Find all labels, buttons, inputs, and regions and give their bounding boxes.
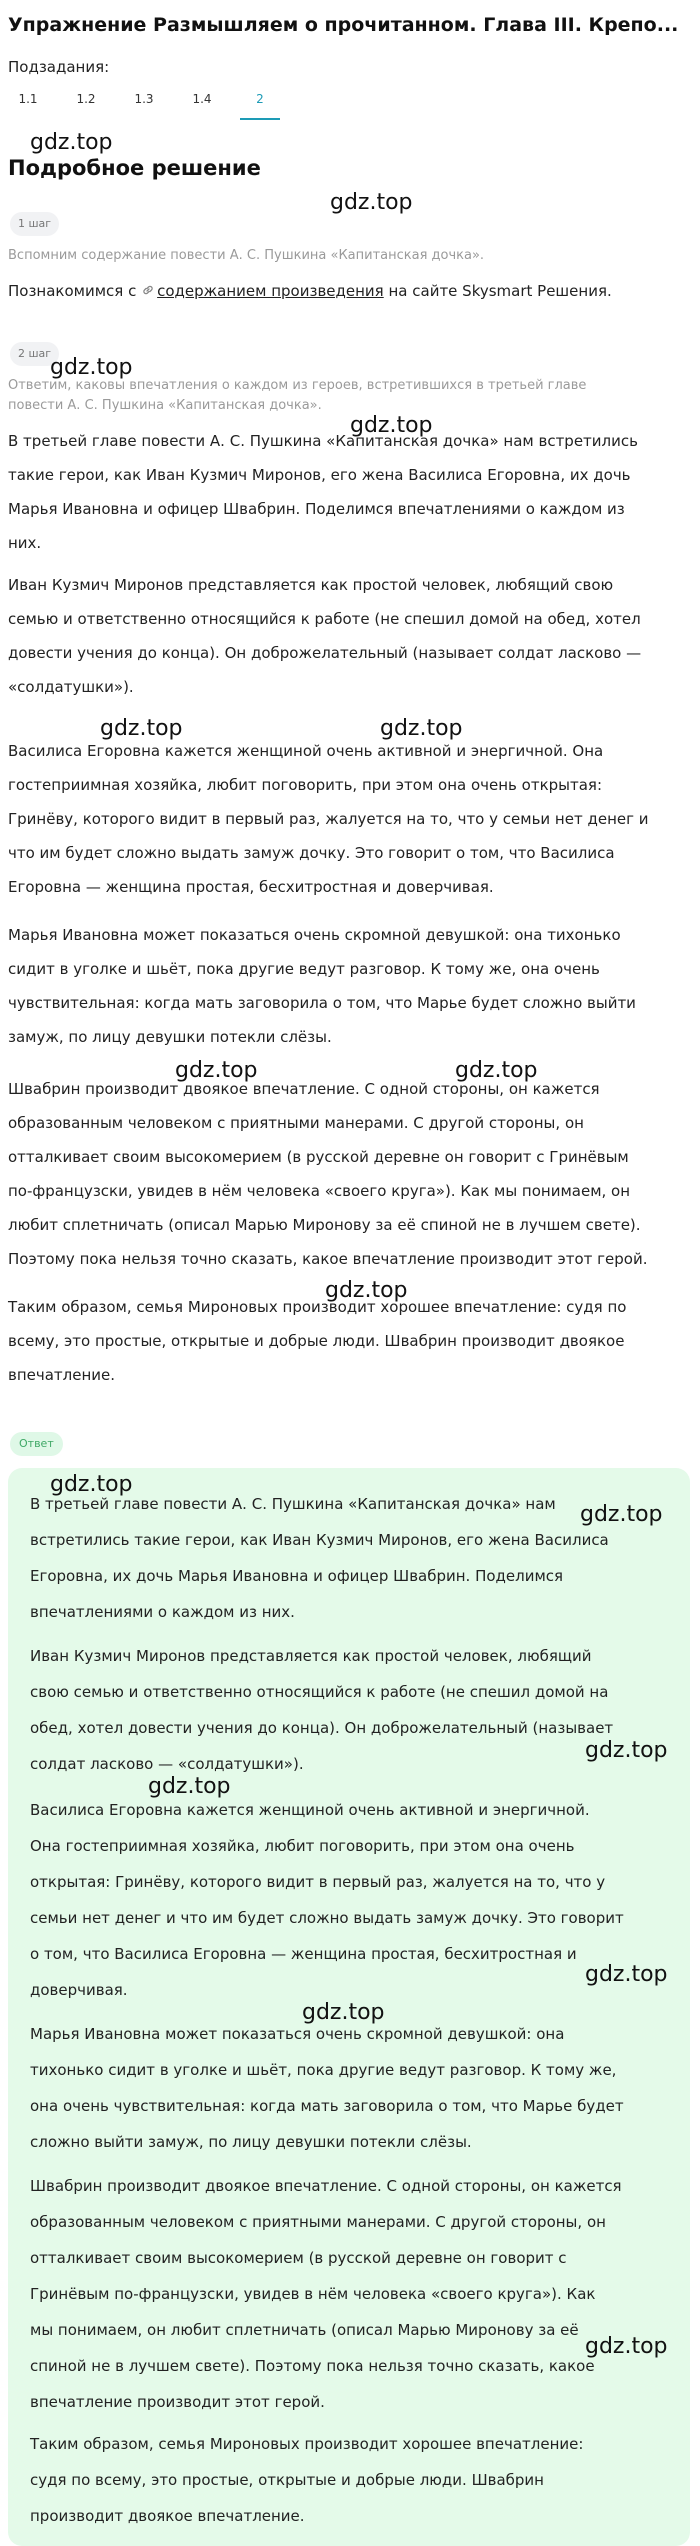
line: Иван Кузмич Миронов представляется как простой человек, любящий свою [8, 576, 614, 594]
line: солдат ласково — «солдатушки»). [30, 1755, 304, 1773]
step-2-paragraph-6 [8, 1290, 688, 1392]
watermark: gdz.top [100, 716, 183, 741]
line: замуж, по лицу девушки потекли слёзы. [8, 1028, 332, 1046]
line: Василиса Егоровна кажется женщиной очень активной и энергичной. [30, 1801, 590, 1819]
watermark: gdz.top [30, 130, 113, 155]
step-2-description-line-2: повести А. С. Пушкина «Капитанская дочка». [8, 398, 322, 413]
answer-paragraph-1 [30, 1486, 670, 1630]
line: семью и ответственно относящийся к работе (не спешил домой на обед, хотел [8, 610, 641, 628]
line: Марья Ивановна может показаться очень скромной девушкой: она [30, 2025, 565, 2043]
line: мы понимаем, он любит сплетничать (описал Марью Миронову за её [30, 2321, 579, 2339]
line: отталкивает своим высокомерием (в русской деревне он говорит с [30, 2249, 567, 2267]
line: довести учения до конца). Он доброжелательный (называет солдат ласково — [8, 644, 642, 662]
line: В третьей главе повести А. С. Пушкина «Капитанская дочка» нам [30, 1495, 556, 1513]
line: образованным человеком с приятными манерами. С другой стороны, он [30, 2213, 606, 2231]
answer-paragraph-4 [30, 2016, 670, 2160]
step-1-badge: 1 шаг [10, 212, 59, 236]
line: сложно выйти замуж, по лицу девушки потекли слёзы. [30, 2133, 472, 2151]
line: Швабрин производит двоякое впечатление. С одной стороны, он кажется [8, 1080, 600, 1098]
line: доверчивая. [30, 1981, 128, 1999]
answer-paragraph-2 [30, 1638, 670, 1782]
line: образованным человеком с приятными манерами. С другой стороны, он [8, 1114, 584, 1132]
line: производит двоякое впечатление. [30, 2507, 305, 2525]
watermark: gdz.top [350, 413, 433, 438]
line: Василиса Егоровна кажется женщиной очень активной и энергичной. Она [8, 742, 604, 760]
line: впечатлениями о каждом из них. [30, 1603, 295, 1621]
link-icon [141, 279, 155, 293]
step-1-text-before: Познакомимся с [8, 282, 142, 300]
tab-1-1[interactable]: 1.1 [18, 92, 38, 106]
watermark: gdz.top [325, 1278, 408, 1303]
step-2-paragraph-4 [8, 918, 688, 1054]
step-1-text-after: на сайте Skysmart Решения. [383, 282, 612, 300]
line: что им будет сложно выдать замуж дочку. Это говорит о том, что Василиса [8, 844, 615, 862]
line: спиной не в лучшем свете). Поэтому пока нельзя точно сказать, какое [30, 2357, 595, 2375]
page-title: Упражнение Размышляем о прочитанном. Глава III. Крепо... [8, 14, 679, 36]
line: обед, хотел довести учения до конца). Он доброжелательный (называет [30, 1719, 614, 1737]
line: встретились такие герои, как Иван Кузмич Миронов, его жена Василиса [30, 1531, 609, 1549]
line: Иван Кузмич Миронов представляется как простой человек, любящий [30, 1647, 592, 1665]
tab-2[interactable]: 2 [240, 84, 280, 120]
line: чувствительная: когда мать заговорила о том, что Марье будет сложно выйти [8, 994, 636, 1012]
line: она очень чувствительная: когда мать заговорила о том, что Марье будет [30, 2097, 624, 2115]
answer-paragraph-3 [30, 1792, 670, 2008]
line: Она гостеприимная хозяйка, любит поговорить, при этом она очень [30, 1837, 575, 1855]
line: всему, это простые, открытые и добрые люди. Швабрин производит двоякое [8, 1332, 625, 1350]
line: сидит в уголке и шьёт, пока другие ведут разговор. К тому же, она очень [8, 960, 600, 978]
line: Егоровна, их дочь Марья Ивановна и офицер Швабрин. Поделимся [30, 1567, 564, 1585]
line: впечатление производит этот герой. [30, 2393, 325, 2411]
step-2-paragraph-5 [8, 1072, 688, 1276]
line: Таким образом, семья Мироновых производит хорошее впечатление: [30, 2435, 584, 2453]
line: Марья Ивановна может показаться очень скромной девушкой: она тихонько [8, 926, 621, 944]
watermark: gdz.top [175, 1058, 258, 1083]
watermark: gdz.top [50, 355, 133, 380]
line: впечатление. [8, 1366, 116, 1384]
tab-1-2[interactable]: 1.2 [76, 92, 96, 106]
line: Швабрин производит двоякое впечатление. С одной стороны, он кажется [30, 2177, 622, 2195]
watermark: gdz.top [585, 2334, 668, 2359]
step-2-description-line-1: Ответим, каковы впечатления о каждом из героев, встретившихся в третьей главе [8, 378, 587, 393]
watermark: gdz.top [455, 1058, 538, 1083]
line: них. [8, 534, 42, 552]
answer-paragraph-5 [30, 2168, 670, 2420]
line: семьи нет денег и что им будет сложно выдать замуж дочку. Это говорит [30, 1909, 624, 1927]
line: любит сплетничать (описал Марью Миронову за её спиной не в лучшем свете). [8, 1216, 641, 1234]
watermark: gdz.top [330, 190, 413, 215]
line: Марья Ивановна и офицер Швабрин. Поделимся впечатлениями о каждом из [8, 500, 625, 518]
step-1-text [8, 278, 688, 304]
solution-heading: Подробное решение [8, 156, 261, 180]
line: Гринёву, которого видит в первый раз, жалуется на то, что у семьи нет денег и [8, 810, 649, 828]
line: Поэтому пока нельзя точно сказать, какое впечатление производит этот герой. [8, 1250, 648, 1268]
line: Егоровна — женщина простая, бесхитростная и доверчивая. [8, 878, 494, 896]
answer-paragraph-6 [30, 2426, 670, 2534]
subtasks-label: Подзадания: [8, 58, 110, 76]
line: судя по всему, это простые, открытые и добрые люди. Швабрин [30, 2471, 544, 2489]
line: такие герои, как Иван Кузмич Миронов, его жена Василиса Егоровна, их дочь [8, 466, 631, 484]
content-link[interactable]: содержанием произведения [157, 282, 384, 300]
watermark: gdz.top [50, 1472, 133, 1497]
step-2-badge: 2 шаг [10, 342, 59, 366]
line: гостеприимная хозяйка, любит поговорить, при этом она очень открытая: [8, 776, 603, 794]
step-2-paragraph-3 [8, 734, 688, 904]
watermark: gdz.top [580, 1502, 663, 1527]
line: о том, что Василиса Егоровна — женщина простая, бесхитростная и [30, 1945, 577, 1963]
line: «солдатушки»). [8, 678, 134, 696]
line: открытая: Гринёву, которого видит в первый раз, жалуется на то, что у [30, 1873, 606, 1891]
line: Гринёвым по-французски, увидев в нём человека «своего круга»). Как [30, 2285, 596, 2303]
line: В третьей главе повести А. С. Пушкина «Капитанская дочка» нам встретились [8, 432, 638, 450]
tab-1-3[interactable]: 1.3 [134, 92, 154, 106]
tab-1-4[interactable]: 1.4 [192, 92, 212, 106]
watermark: gdz.top [585, 1738, 668, 1763]
watermark: gdz.top [380, 716, 463, 741]
watermark: gdz.top [585, 1962, 668, 1987]
line: по-французски, увидев в нём человека «своего круга»). Как мы понимаем, он [8, 1182, 631, 1200]
step-2-paragraph-1 [8, 424, 688, 560]
line: отталкивает своим высокомерием (в русской деревне он говорит с Гринёвым [8, 1148, 629, 1166]
subtask-tabs [8, 84, 288, 122]
line: тихонько сидит в уголке и шьёт, пока другие ведут разговор. К тому же, [30, 2061, 617, 2079]
answer-badge: Ответ [10, 1432, 63, 1456]
watermark: gdz.top [148, 1774, 231, 1799]
line: Таким образом, семья Мироновых производит хорошее впечатление: судя по [8, 1298, 627, 1316]
step-1-description: Вспомним содержание повести А. С. Пушкина «Капитанская дочка». [8, 248, 485, 263]
line: свою семью и ответственно относящийся к работе (не спешил домой на [30, 1683, 609, 1701]
watermark: gdz.top [302, 2000, 385, 2025]
step-2-paragraph-2 [8, 568, 688, 704]
